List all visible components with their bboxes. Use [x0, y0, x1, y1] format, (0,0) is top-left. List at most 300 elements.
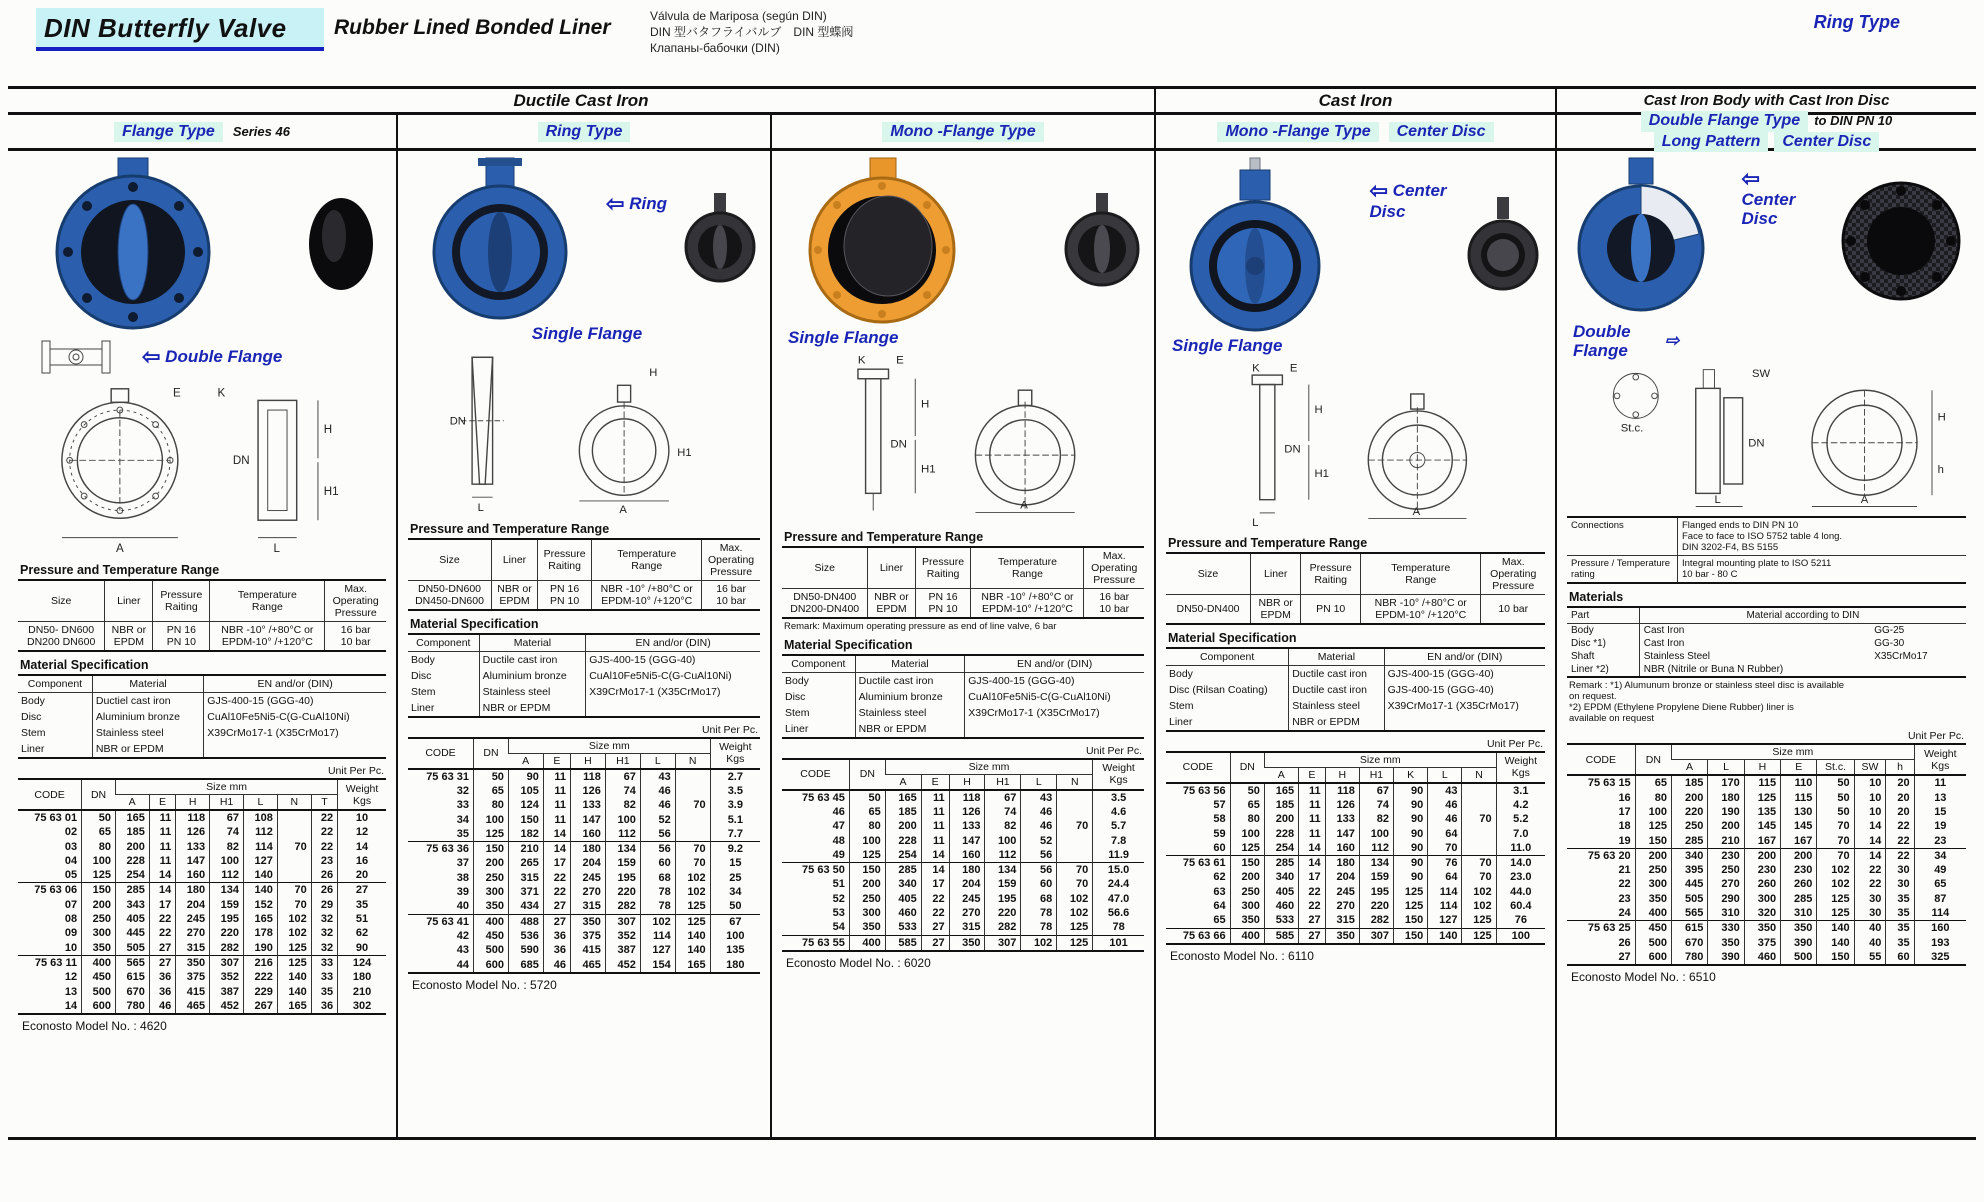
table-cell: 600 — [474, 958, 509, 973]
table-cell: 36 — [543, 929, 570, 943]
table-cell: Stainless Steel — [1639, 650, 1870, 663]
table-row — [782, 588, 1144, 618]
table-cell: 505 — [1672, 892, 1708, 906]
table-cell: E — [921, 774, 949, 790]
code-table — [18, 778, 386, 1015]
unit-note: Unit Per Pc. — [1085, 744, 1142, 757]
table-row — [1166, 648, 1545, 666]
table-cell: 82 — [1359, 812, 1393, 826]
table-cell: 452 — [605, 958, 640, 973]
pressure-table — [18, 579, 386, 652]
table-cell: 250 — [1635, 863, 1671, 877]
table-cell: 100 — [605, 813, 640, 827]
table-row — [1166, 682, 1545, 698]
table-cell: 70 — [675, 798, 710, 812]
table-cell: Stainless steel — [1289, 698, 1384, 714]
spec-table — [782, 654, 1144, 739]
table-cell: 125 — [675, 899, 710, 914]
table-cell: X39CrMo17-1 (X35CrMo17) — [1384, 698, 1545, 714]
table-cell: 11 — [149, 810, 175, 825]
table-cell: 70 — [277, 883, 311, 898]
table-cell: 46 — [1428, 812, 1462, 826]
table-cell: H1 — [605, 753, 640, 769]
table-row — [1166, 812, 1545, 826]
table-row — [18, 883, 386, 898]
table-cell: 114 — [1428, 899, 1462, 913]
table-row — [18, 741, 386, 758]
table-cell: 147 — [176, 854, 210, 868]
dim-label: A — [116, 543, 124, 555]
type-header-mono-flange — [770, 115, 1154, 151]
material-section-title: Material Specification — [410, 616, 539, 631]
table-cell: Disc — [785, 690, 806, 703]
table-cell: 78 — [1021, 920, 1057, 935]
table-row — [1166, 913, 1545, 928]
table-cell: 102 — [1817, 877, 1854, 891]
table-row — [408, 827, 760, 842]
table-cell: Pressure Raiting — [1301, 553, 1361, 595]
table-cell: 49 — [1914, 863, 1966, 877]
table-cell: 26 — [1618, 936, 1631, 949]
type-label-2: Long Pattern — [1654, 132, 1769, 152]
table-cell: 200 — [474, 856, 509, 870]
table-row — [18, 868, 386, 883]
model-note: Econosto Model No. : 6110 — [1170, 948, 1314, 963]
table-cell: 387 — [605, 943, 640, 957]
table-row — [18, 898, 386, 912]
table-cell: 387 — [210, 985, 244, 999]
table-cell: Liner — [105, 580, 153, 622]
table-cell: 220 — [1359, 899, 1393, 913]
table-cell: 114 — [640, 929, 675, 943]
table-cell: 533 — [885, 920, 921, 935]
dim-label: K — [217, 387, 226, 400]
table-cell: Temperature Range — [210, 580, 325, 622]
table-row — [18, 725, 386, 741]
title-translations — [650, 8, 853, 57]
table-cell: 47.0 — [1093, 892, 1144, 906]
table-cell: 150 — [849, 863, 885, 878]
table-cell: NBR or EPDM — [868, 588, 915, 618]
spec-table — [408, 633, 760, 718]
table-cell: 76 — [1428, 856, 1462, 871]
table-row — [408, 914, 760, 929]
table-cell: 78 — [1093, 920, 1144, 935]
table-block — [782, 790, 1144, 863]
table-cell: Body — [411, 653, 435, 666]
table-row — [782, 547, 1144, 589]
table-cell: 405 — [115, 912, 149, 926]
table-cell: 67 — [1359, 783, 1393, 798]
table-cell: 124 — [508, 798, 543, 812]
table-cell: 30 — [1886, 863, 1914, 877]
table-cell: 302 — [338, 999, 386, 1014]
table-cell: 14 — [1299, 856, 1326, 871]
table-row — [782, 759, 1144, 775]
table-cell: 125 — [849, 848, 885, 863]
table-cell: 16 bar 10 bar — [702, 580, 760, 610]
table-cell: 50 — [710, 899, 760, 914]
table-cell: H — [1325, 767, 1359, 783]
table-cell: 13 — [64, 985, 78, 998]
table-cell: 7.0 — [1496, 827, 1545, 841]
table-cell: 43 — [1428, 783, 1462, 798]
table-cell: 27 — [1299, 913, 1326, 928]
table-cell: 46 — [543, 958, 570, 973]
table-cell: 82 — [605, 798, 640, 812]
table-cell: 160 — [949, 848, 985, 863]
table-cell: 150 — [508, 813, 543, 827]
table-cell: 102 — [675, 871, 710, 885]
table-row — [1567, 848, 1966, 863]
type-header-flange — [8, 115, 396, 151]
table-cell: 65 — [1230, 798, 1264, 812]
table-cell: 220 — [210, 926, 244, 940]
table-cell: 14 — [1299, 841, 1326, 856]
materials-remark: Remark : *1) Alumunum bronze or stainless steel disc is available on request. *2) EPDM (Ethylene Propylene Diene Rubber) liner is available on request — [1569, 680, 1845, 725]
table-cell: Liner *2) — [1571, 664, 1609, 676]
table-block — [18, 883, 386, 955]
table-cell: 118 — [176, 810, 210, 825]
model-note: Econosto Model No. : 5720 — [412, 977, 557, 992]
table-cell: 100 — [1359, 827, 1393, 841]
table-row — [782, 863, 1144, 878]
table-cell: Liner — [21, 743, 45, 755]
table-cell: Weight Kgs — [1914, 744, 1966, 775]
table-row — [1166, 553, 1545, 595]
table-cell: CODE — [1585, 753, 1617, 766]
small-valve-photo — [1461, 195, 1545, 295]
table-cell: 32 — [311, 941, 337, 956]
table-cell: 05 — [64, 869, 78, 882]
table-cell: 43 — [456, 944, 470, 957]
table-cell: 65 — [849, 805, 885, 819]
catalog-grid — [8, 86, 1976, 1140]
table-row — [408, 943, 760, 957]
dim-label: E — [173, 387, 181, 400]
table-cell: 70 — [675, 856, 710, 870]
table-cell: 35 — [338, 898, 386, 912]
table-cell: 195 — [210, 912, 244, 926]
table-cell: 125 — [1462, 928, 1496, 944]
unit-note: Unit Per Pc. — [327, 765, 384, 777]
table-cell: 200 — [1781, 848, 1817, 863]
table-cell: 87 — [1914, 892, 1966, 906]
material-table — [408, 633, 760, 718]
table-cell: 80 — [474, 798, 509, 812]
table-cell: 195 — [605, 871, 640, 885]
table-cell: 125 — [1394, 885, 1428, 899]
table-cell: 33 — [311, 970, 337, 984]
table-block — [1166, 856, 1545, 928]
table-cell: Pressure / Temperature rating — [1571, 558, 1671, 581]
table-cell: 68 — [640, 871, 675, 885]
table-cell: 11 — [1299, 827, 1326, 841]
page-subtitle: Rubber Lined Bonded Liner — [334, 16, 611, 39]
table-cell: Temperature Range — [592, 539, 702, 581]
table-cell: 250 — [474, 871, 509, 885]
table-cell: 29 — [311, 898, 337, 912]
table-cell: 254 — [115, 868, 149, 883]
table-cell: 65 — [1914, 877, 1966, 891]
table-row — [408, 813, 760, 827]
table-row — [1567, 517, 1966, 556]
table-row — [18, 955, 386, 970]
table-cell: A — [1264, 767, 1298, 783]
table-cell: 160 — [176, 868, 210, 883]
table-cell: 27 — [1299, 928, 1326, 944]
table-cell: 165 — [115, 810, 149, 825]
table-cell: 114 — [243, 840, 277, 854]
table-cell: H — [570, 753, 605, 769]
table-row — [408, 958, 760, 973]
dim-label: L — [273, 543, 280, 555]
table-row — [408, 899, 760, 914]
table-cell: 35 — [1886, 921, 1914, 936]
table-cell: 24 — [1618, 907, 1631, 920]
table-cell: Size mm — [1672, 744, 1915, 760]
table-cell: 250 — [82, 912, 116, 926]
table-row — [1567, 663, 1966, 677]
table-row — [18, 580, 386, 622]
table-cell: Material — [855, 655, 965, 673]
table-block — [1166, 928, 1545, 944]
table-cell: 315 — [1325, 913, 1359, 928]
table-cell: 780 — [1672, 950, 1708, 965]
dim-label: DN — [890, 438, 907, 451]
table-cell: 38 — [456, 871, 470, 884]
table-cell: 204 — [1325, 870, 1359, 884]
table-cell: 14 — [1854, 848, 1886, 863]
table-cell: 3.9 — [710, 798, 760, 812]
table-cell: 50 — [1817, 805, 1854, 819]
table-cell: 193 — [1914, 936, 1966, 950]
table-cell: Disc *1) — [1571, 638, 1607, 650]
table-cell: PN 10 — [1301, 594, 1361, 624]
table-cell: PN 16 PN 10 — [537, 580, 591, 610]
table-cell: 270 — [176, 926, 210, 940]
table-cell: 04 — [64, 854, 78, 867]
table-row — [18, 941, 386, 956]
table-cell: 125 — [1817, 906, 1854, 921]
table-cell: 40 — [1854, 936, 1886, 950]
table-cell: 140 — [1817, 936, 1854, 950]
table-cell: 185 — [1672, 775, 1708, 790]
table-cell: 405 — [1264, 885, 1298, 899]
table-cell: 100 — [474, 813, 509, 827]
table-cell: 270 — [570, 885, 605, 899]
table-cell: 17 — [149, 898, 175, 912]
table-cell: 75 63 11 — [34, 956, 78, 969]
table-cell: 615 — [115, 970, 149, 984]
table-block — [1567, 775, 1966, 848]
table-cell: 11.0 — [1496, 841, 1545, 856]
translation-ja-zh: DIN 型バタフライバルブ DIN 型蝶阀 — [650, 25, 854, 40]
table-cell: 254 — [885, 848, 921, 863]
arrow-left-icon: ⇦ — [1741, 166, 1760, 192]
valve-photo-mono-flange — [782, 156, 982, 326]
table-cell: 170 — [1708, 775, 1744, 790]
table-row — [408, 700, 760, 717]
table-cell: 11 — [921, 805, 949, 819]
table-cell: Max. Operating Pressure — [1481, 553, 1545, 595]
table-cell: 250 — [1672, 819, 1708, 833]
table-cell: 165 — [675, 958, 710, 973]
table-cell: 17 — [543, 856, 570, 870]
table-cell: 22 — [543, 871, 570, 885]
table-cell: 220 — [1672, 805, 1708, 819]
table-cell: 465 — [570, 958, 605, 973]
table-cell: 50 — [474, 769, 509, 784]
table-cell: 27 — [338, 883, 386, 898]
table-cell: Ductile cast iron — [479, 651, 586, 668]
table-cell: 126 — [176, 825, 210, 839]
table-cell: 11 — [149, 854, 175, 868]
table-cell: 62 — [1213, 871, 1226, 884]
table-cell: 2.7 — [710, 769, 760, 784]
table-cell: 102 — [640, 914, 675, 929]
table-cell: 112 — [985, 848, 1021, 863]
code-table — [1567, 743, 1966, 966]
table-cell: 216 — [243, 955, 277, 970]
table-cell: 100 — [1635, 805, 1671, 819]
spec-table — [18, 579, 386, 652]
table-row — [1567, 791, 1966, 805]
table-cell: 350 — [176, 955, 210, 970]
table-cell: NBR (Nitrile or Buna N Rubber) — [1639, 663, 1870, 677]
table-cell: 16 bar 10 bar — [1084, 588, 1144, 618]
table-row — [408, 634, 760, 652]
type-label: Mono -Flange Type — [1217, 122, 1378, 142]
table-cell: 585 — [1264, 928, 1298, 944]
table-cell: 350 — [570, 914, 605, 929]
table-cell: 70 — [1462, 812, 1496, 826]
unit-note: Unit Per Pc. — [701, 723, 758, 736]
table-cell: 204 — [570, 856, 605, 870]
table-cell: 182 — [508, 827, 543, 842]
table-cell: 180 — [710, 958, 760, 973]
table-cell: L — [1708, 760, 1744, 776]
pressure-table — [1166, 552, 1545, 625]
table-cell: Disc — [21, 711, 42, 723]
table-cell: 167 — [1781, 834, 1817, 849]
table-cell: 37 — [456, 857, 470, 870]
table-cell: 70 — [277, 840, 311, 854]
table-cell: 452 — [210, 999, 244, 1014]
table-cell: 80 — [1635, 791, 1671, 805]
table-cell: 185 — [885, 805, 921, 819]
table-cell: 11 — [1914, 775, 1966, 790]
table-row — [1567, 863, 1966, 877]
table-row — [1567, 834, 1966, 849]
table-row — [408, 842, 760, 857]
table-cell: CODE — [425, 747, 456, 760]
table-row — [782, 790, 1144, 805]
table-cell: 13 — [1914, 791, 1966, 805]
table-cell: 11 — [921, 819, 949, 833]
table-cell: 267 — [243, 999, 277, 1014]
table-cell: Size mm — [1264, 752, 1496, 768]
table-cell: 159 — [985, 877, 1021, 891]
table-row — [408, 580, 760, 610]
type-note: to DIN PN 10 — [1814, 112, 1893, 128]
table-cell: 185 — [1264, 798, 1298, 812]
table-cell: 147 — [570, 813, 605, 827]
annotation-text: Ring — [629, 193, 667, 213]
pressure-table — [408, 538, 760, 611]
table-cell: CODE — [1182, 761, 1213, 774]
table-row — [782, 721, 1144, 738]
table-cell: 75 63 01 — [34, 812, 78, 824]
table-cell: 505 — [115, 941, 149, 956]
table-cell: 210 — [338, 985, 386, 999]
table-cell: NBR -10° /+80°C or EPDM-10° /+120°C — [1360, 594, 1481, 624]
table-cell: 35 — [1886, 906, 1914, 921]
table-cell: 03 — [64, 840, 78, 853]
table-cell: 150 — [1817, 950, 1854, 965]
table-row — [1567, 744, 1966, 760]
table-cell: 230 — [1708, 848, 1744, 863]
table-cell: 200 — [1264, 812, 1298, 826]
type-label: Double Flange Type — [1641, 111, 1808, 131]
table-cell: 147 — [1325, 827, 1359, 841]
table-block — [408, 769, 760, 842]
table-cell: 400 — [1635, 906, 1671, 921]
table-cell: Liner — [1169, 715, 1193, 728]
table-cell: 12 — [64, 971, 78, 984]
table-cell: 56.6 — [1093, 906, 1144, 920]
table-cell: 101 — [1093, 935, 1144, 951]
table-cell: 245 — [570, 871, 605, 885]
table-cell: 405 — [885, 892, 921, 906]
table-cell: Stem — [21, 727, 46, 739]
table-cell — [1384, 714, 1545, 731]
title-bar — [0, 0, 1984, 86]
table-cell: 65 — [474, 784, 509, 798]
table-cell: E — [149, 795, 175, 811]
table-cell: 74 — [605, 784, 640, 798]
table-cell: 350 — [949, 935, 985, 951]
table-cell: Ductile cast iron — [1289, 665, 1384, 682]
table-cell: 5.1 — [710, 813, 760, 827]
table-cell: CuAl10Fe5Ni5-C(G-CuAl10Ni) — [586, 668, 760, 684]
table-cell: Material according to DIN — [1639, 607, 1966, 624]
table-cell: 5.7 — [1093, 819, 1144, 833]
materials-section-title: Materials — [1569, 590, 1624, 605]
spec-table — [18, 674, 386, 759]
type-label: Ring Type — [538, 122, 631, 142]
table-cell: h — [1886, 760, 1914, 776]
table-cell: N — [1462, 767, 1496, 783]
table-cell: 140 — [277, 985, 311, 999]
table-cell: 11 — [921, 790, 949, 805]
table-cell: 16 — [338, 854, 386, 868]
table-cell: 245 — [949, 892, 985, 906]
material-section-title: Material Specification — [20, 658, 149, 672]
table-cell: 10 — [64, 941, 78, 954]
table-cell: 20 — [1886, 775, 1914, 790]
table-cell: 27 — [149, 955, 175, 970]
table-row — [782, 819, 1144, 833]
table-cell: 25 — [710, 871, 760, 885]
table-cell: 260 — [1781, 877, 1817, 891]
table-cell: X35CrMo17 — [1874, 651, 1928, 663]
table-cell: 228 — [115, 854, 149, 868]
dim-label: H1 — [323, 486, 339, 499]
table-cell: 340 — [1264, 870, 1298, 884]
table-cell: 315 — [176, 941, 210, 956]
table-cell: 300 — [1230, 899, 1264, 913]
